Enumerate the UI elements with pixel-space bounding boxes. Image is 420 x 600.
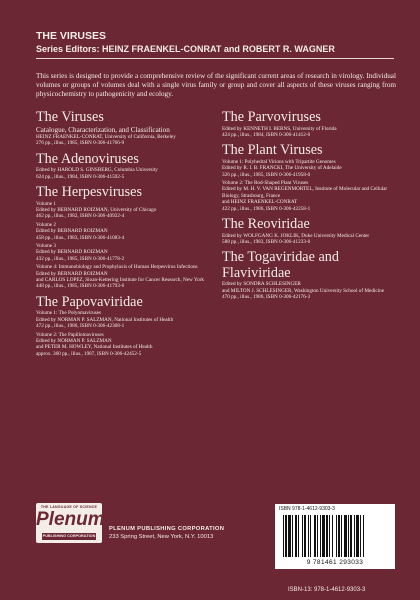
book-title: The Herpesviruses — [36, 184, 142, 201]
book-title: The Papovaviridae — [36, 293, 143, 310]
book-adenoviruses — [36, 152, 204, 180]
book-editor: Edited by M. H. V. VAN REGENMORTEL, Institute of Molecular and Cellular Biology, Strasbourg, France — [222, 186, 388, 199]
book-details: 470 pp., illus., 1986, ISBN 0-306-42176-3 — [222, 294, 311, 301]
left-column — [36, 110, 204, 362]
book-editor: Edited by SONDRA SCHLESINGER — [222, 281, 301, 288]
publisher-block — [36, 503, 236, 543]
book-editor: Edited by BERNARD ROIZMAN — [36, 270, 108, 277]
book-details: 276 pp., illus., 1985, ISBN 0-306-41766-9 — [36, 140, 125, 147]
book-details: 588 pp., illus., 1983, ISBN 0-306-41233-0 — [222, 238, 311, 245]
volume-label: Volume 2: The Rod-Shaped Plant Viruses — [222, 180, 309, 187]
volume-label: Volume 3 — [36, 242, 56, 249]
book-details: 624 pp., illus., 1984, ISBN 0-306-41592-5 — [36, 173, 125, 180]
publisher-name: PLENUM PUBLISHING CORPORATION — [109, 526, 225, 532]
book-details: 326 pp., illus., 1985, ISBN 0-306-41958-0 — [222, 171, 311, 178]
book-viruses — [36, 110, 204, 147]
book-editor: Edited by NORMAN P. SALZMAN — [36, 337, 112, 344]
book-title: The Togaviridae and Flaviviridae — [222, 249, 339, 281]
isbn13-label: ISBN-13: 978-1-4612-9303-3 — [288, 587, 366, 593]
volume-label: Volume 4: Immunobiology and Prophylaxis of Human Herpesvirus Infections — [36, 264, 198, 271]
book-title: The Reoviridae — [222, 216, 310, 233]
book-plant-viruses — [222, 143, 390, 212]
barcode-isbn: ISBN 978-1-4612-9303-3 — [279, 506, 335, 512]
book-papovaviridae — [36, 295, 204, 357]
volume-label: Volume 1: Polyhedral Virions with Tripartite Genomes — [222, 158, 336, 165]
book-editor: Edited by WOLFGANG K. JOKLIK, Duke University Medical Center — [222, 232, 370, 239]
plenum-logo — [36, 503, 105, 543]
series-title: THE VIRUSES — [36, 30, 107, 42]
book-coeditor: and CARLOS LOPEZ, Sloan-Kettering Institute for Cancer Research, New York — [36, 277, 204, 283]
book-togaviridae — [222, 250, 390, 300]
series-intro: This series is designed to provide a comprehensive review of the significant current areas of research in virology. Individual volumes or groups of volumes deal with a single virus family or group and cover all aspects of these viruses ranging from physicochemistry to pathogenicity and ecology. — [36, 72, 396, 99]
logo-subline: PUBLISHING CORPORATION — [42, 534, 96, 538]
book-editor: Edited by BERNARD ROIZMAN — [36, 249, 108, 256]
book-details: 432 pp., illus., 1985, ISBN 0-306-41778-2 — [36, 255, 125, 262]
book-title: The Parvoviruses — [222, 109, 321, 125]
right-column — [222, 110, 390, 306]
volume-label: Volume 2: The Papillomaviruses — [36, 331, 104, 338]
book-subtitle: Catalogue, Characterization, and Classification — [36, 125, 170, 134]
header-rule — [36, 58, 394, 59]
book-herpesviruses — [36, 185, 204, 290]
book-editor: Edited by KENNETH I. BERNS, University of Florida — [222, 125, 337, 132]
book-editor: Edited by BERNARD ROIZMAN — [36, 228, 108, 235]
volume-label: Volume 1 — [36, 200, 56, 207]
book-details: 448 pp., illus., 1985, ISBN 0-306-41793-6 — [36, 283, 125, 290]
volume-label: Volume 1: The Polyomaviruses — [36, 310, 102, 317]
book-editor: Edited by HAROLD S. GINSBERG, Columbia University — [36, 167, 158, 174]
barcode-bars — [283, 515, 387, 557]
book-details: approx. 360 pp., illus., 1987, ISBN 0-306-42452-5 — [36, 350, 142, 357]
book-editor: HEINZ FRAENKEL-CONRAT, University of California, Berkeley — [36, 133, 176, 140]
book-coeditor: and PETER M. HOWLEY, National Institutes of Health — [36, 344, 153, 351]
book-title: The Plant Viruses — [222, 142, 323, 159]
series-editors: Series Editors: HEINZ FRAENKEL-CONRAT and ROBERT R. WAGNER — [36, 44, 335, 54]
book-coeditor: and MILTON J. SCHLESINGER, Washington University School of Medicine — [222, 287, 385, 294]
book-title: The Adenoviruses — [36, 150, 139, 167]
book-editor: Edited by R. I. B. FRANCKI, The University of Adelaide — [222, 165, 342, 172]
book-reoviridae — [222, 217, 390, 245]
book-editor: Edited by NORMAN P. SALZMAN, National Institutes of Health — [36, 316, 174, 323]
logo-wordmark: Plenum — [36, 509, 105, 530]
logo-tagline: THE LANGUAGE OF SCIENCE — [40, 505, 98, 509]
book-details: 422 pp., illus., 1986, ISBN 0-306-42258-1 — [222, 205, 311, 212]
book-details: 472 pp., illus., 1986, ISBN 0-306-42308-1 — [36, 323, 125, 330]
volume-label: Volume 2 — [36, 221, 56, 228]
book-details: 424 pp., illus., 1984, ISBN 0-306-41412-0 — [222, 131, 311, 138]
book-title: The Viruses — [36, 109, 104, 125]
book-coeditor: and HEINZ FRAENKEL-CONRAT — [222, 199, 298, 206]
publisher-address: 233 Spring Street, New York, N.Y. 10013 — [109, 534, 214, 540]
barcode-box — [275, 504, 395, 569]
barcode-digits: 9 781461 293033 — [306, 559, 364, 566]
series-header — [36, 30, 396, 55]
book-details: 458 pp., illus., 1983, ISBN 0-306-41083-4 — [36, 234, 125, 241]
book-details: 462 pp., illus., 1982, ISBN 0-306-40922-4 — [36, 213, 125, 220]
book-parvoviruses — [222, 110, 390, 138]
book-editor: Edited by BERNARD ROIZMAN, University of Chicago — [36, 206, 157, 213]
